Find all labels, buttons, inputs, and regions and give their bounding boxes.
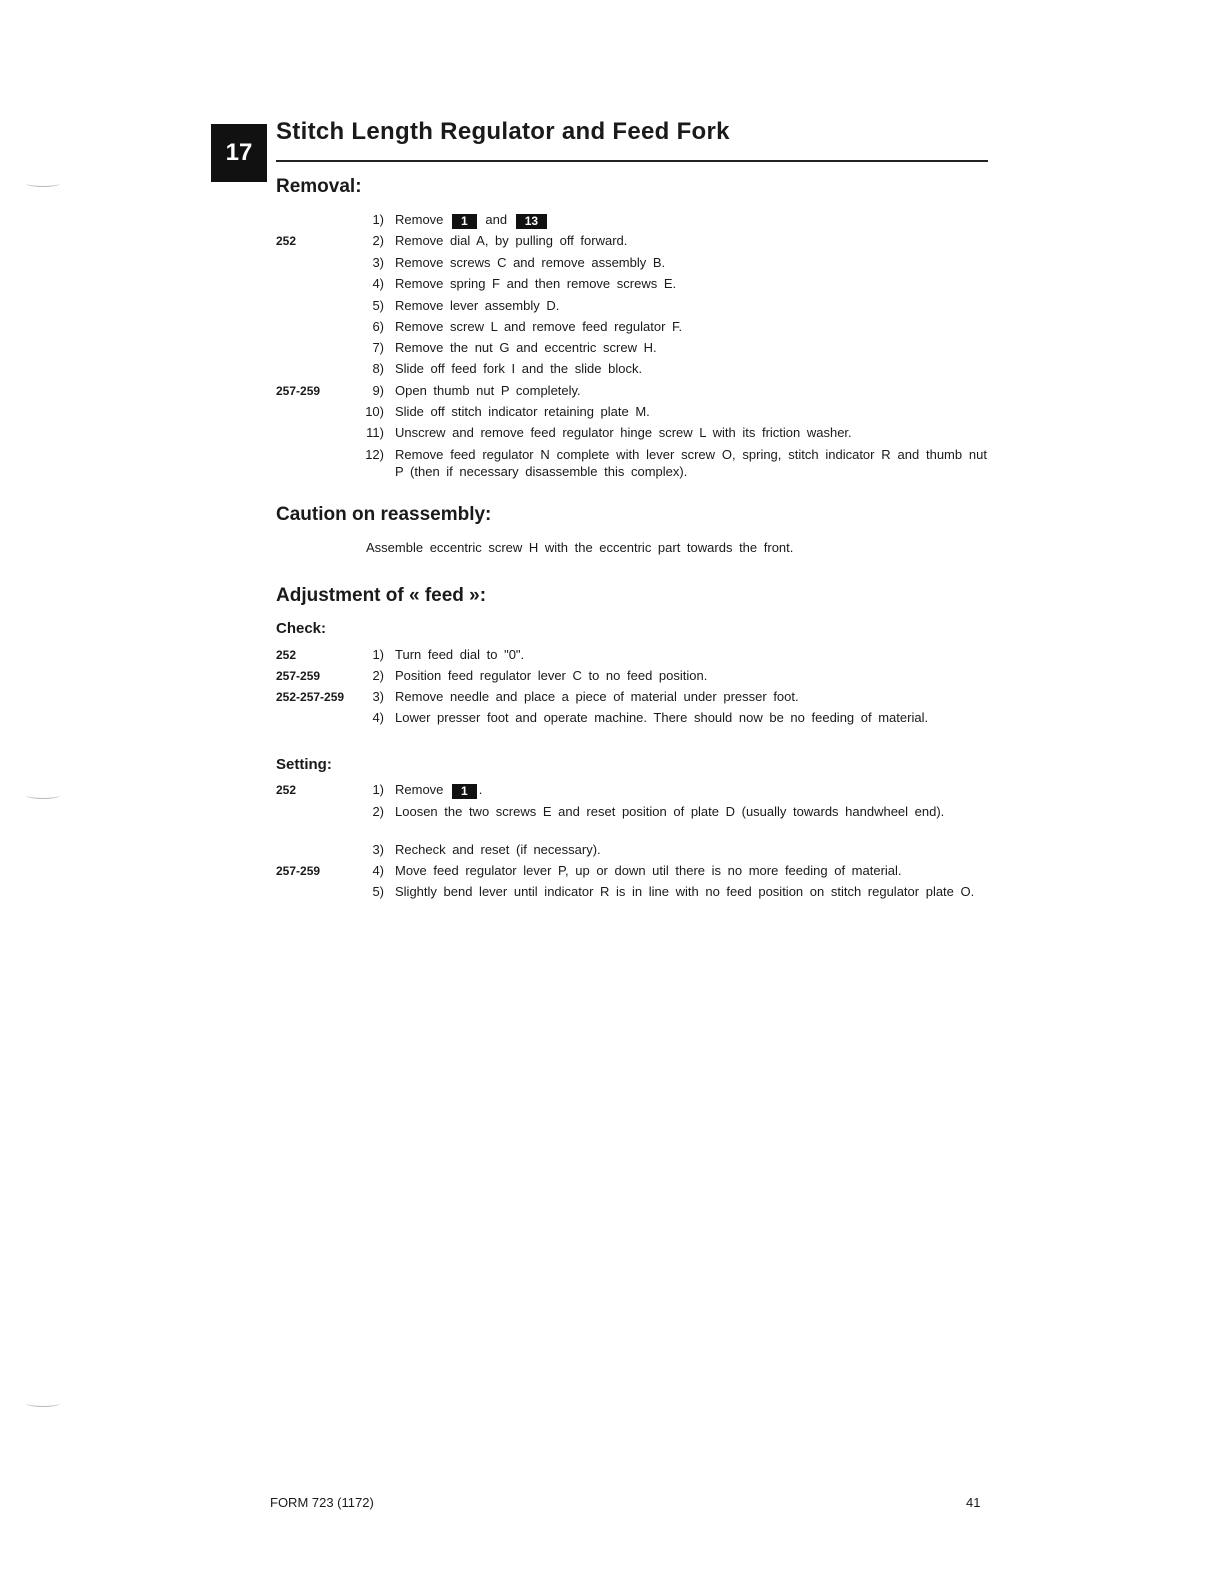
check-step: Remove needle and place a piece of material under presser foot. <box>395 689 799 704</box>
removal-step: Remove spring F and then remove screws E. <box>395 276 677 291</box>
step-number: 3) <box>372 842 384 857</box>
step-number: 2) <box>372 233 384 248</box>
caution-heading: Caution on reassembly: <box>276 504 492 525</box>
caution-text: Assemble eccentric screw H with the eccentric part towards the front. <box>366 540 794 555</box>
model-ref: 252 <box>276 234 297 248</box>
step-text: Remove <box>395 782 444 797</box>
step-number: 3) <box>372 255 384 270</box>
margin-mark <box>26 792 60 799</box>
step-number: 2) <box>372 804 384 819</box>
check-step: Turn feed dial to "0". <box>395 647 525 662</box>
removal-step: Remove lever assembly D. <box>395 298 560 313</box>
section-key-badge: 13 <box>516 214 547 229</box>
check-step: Lower presser foot and operate machine. There should now be no feeding of material. <box>395 710 929 725</box>
removal-step: Remove feed regulator N complete with lever screw O, spring, stitch indicator R and thumb nut P (then if necessary disassemble this complex). <box>395 447 987 479</box>
form-number: FORM 723 (1172) <box>270 1495 374 1510</box>
removal-heading: Removal: <box>276 176 362 197</box>
step-text: and <box>485 212 508 227</box>
step-number: 1) <box>372 647 384 662</box>
step-number: 11) <box>366 425 384 440</box>
step-number: 3) <box>372 689 384 704</box>
page-title: Stitch Length Regulator and Feed Fork <box>276 118 730 145</box>
model-ref: 257-259 <box>276 384 321 398</box>
model-ref: 252 <box>276 648 297 662</box>
step-number: 4) <box>372 276 384 291</box>
model-ref: 252 <box>276 783 297 797</box>
chapter-number-badge: 17 <box>211 124 267 182</box>
step-text: Remove <box>395 212 444 227</box>
page-number: 41 <box>966 1495 981 1510</box>
step-number: 1) <box>372 212 384 227</box>
step-number: 12) <box>365 447 384 462</box>
step-number: 8) <box>372 361 384 376</box>
margin-mark <box>26 180 60 187</box>
step-number: 4) <box>372 863 384 878</box>
section-key-badge: 1 <box>452 784 477 799</box>
adjustment-heading: Adjustment of « feed »: <box>276 585 487 606</box>
removal-step: Open thumb nut P completely. <box>395 383 581 398</box>
removal-step: Slide off stitch indicator retaining plate M. <box>395 404 650 419</box>
step-number: 4) <box>372 710 384 725</box>
step-number: 5) <box>372 884 384 899</box>
step-text: . <box>478 782 483 797</box>
model-ref: 252-257-259 <box>276 690 345 704</box>
setting-step: Recheck and reset (if necessary). <box>395 842 601 857</box>
step-number: 7) <box>372 340 384 355</box>
setting-step: Move feed regulator lever P, up or down util there is no more feeding of material. <box>395 863 902 878</box>
step-number: 9) <box>372 383 384 398</box>
step-number: 6) <box>372 319 384 334</box>
model-ref: 257-259 <box>276 864 321 878</box>
setting-step: Loosen the two screws E and reset position of plate D (usually towards handwheel end). <box>395 804 945 819</box>
step-number: 2) <box>372 668 384 683</box>
removal-step: Remove screw L and remove feed regulator F. <box>395 319 683 334</box>
removal-step: Remove screws C and remove assembly B. <box>395 255 666 270</box>
removal-step: Remove the nut G and eccentric screw H. <box>395 340 657 355</box>
check-step: Position feed regulator lever C to no feed position. <box>395 668 708 683</box>
step-number: 5) <box>372 298 384 313</box>
setting-step: Slightly bend lever until indicator R is in line with no feed position on stitch regulator plate O. <box>395 884 975 899</box>
setting-heading: Setting: <box>276 756 332 773</box>
margin-mark <box>26 1400 60 1407</box>
title-divider <box>276 160 988 162</box>
section-key-badge: 1 <box>452 214 477 229</box>
step-number: 10) <box>365 404 384 419</box>
removal-step-1 <box>395 211 987 229</box>
model-ref: 257-259 <box>276 669 321 683</box>
setting-step-1 <box>395 781 987 799</box>
removal-step: Unscrew and remove feed regulator hinge screw L with its friction washer. <box>395 425 852 440</box>
check-heading: Check: <box>276 620 327 637</box>
removal-step: Remove dial A, by pulling off forward. <box>395 233 628 248</box>
step-number: 1) <box>372 782 384 797</box>
removal-step: Slide off feed fork I and the slide block. <box>395 361 643 376</box>
